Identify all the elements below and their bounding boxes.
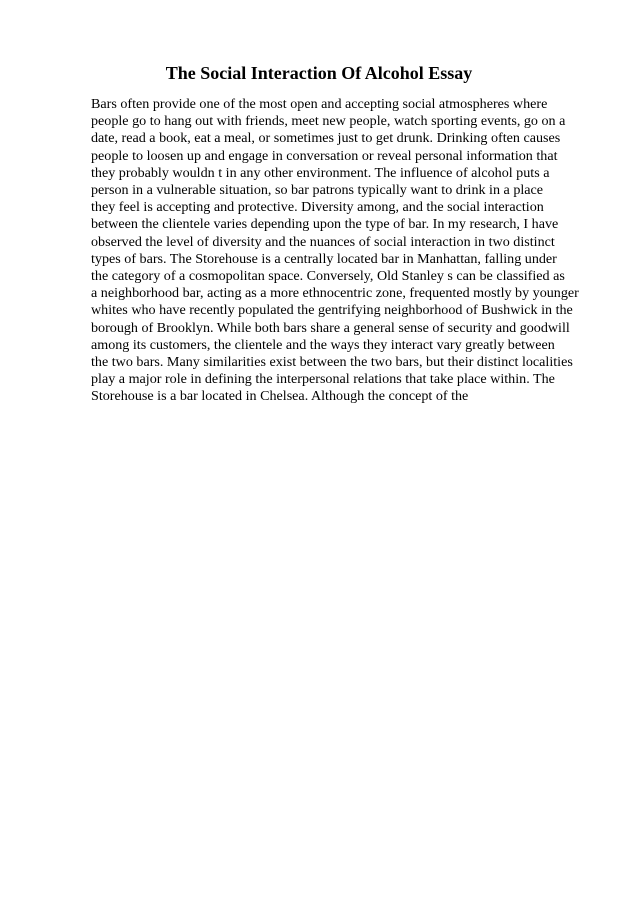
text-line: Bars often provide one of the most open and accepting social atmospheres where [91,96,548,112]
text-line: observed the level of diversity and the nuances of social interaction in two distinct [91,233,555,250]
text-line: among its customers, the clientele and the ways they interact vary greatly between [91,336,555,353]
text-line: people to loosen up and engage in conversation or reveal personal information that [91,147,558,164]
text-line: borough of Brooklyn. While both bars share a general sense of security and goodwill [91,319,570,336]
text-line: they feel is accepting and protective. Diversity among, and the social interaction [91,199,544,216]
text-line: the category of a cosmopolitan space. Conversely, Old Stanley s can be classified as [91,268,565,285]
essay-body [91,96,611,406]
text-line: between the clientele varies depending upon the type of bar. In my research, I have [91,216,559,233]
text-line: types of bars. The Storehouse is a centrally located bar in Manhattan, falling under [91,250,557,267]
text-line: person in a vulnerable situation, so bar patrons typically want to drink in a place [91,182,544,199]
text-line: whites who have recently populated the gentrifying neighborhood of Bushwick in the [91,302,573,319]
text-line: play a major role in defining the interpersonal relations that take place within. The [91,371,555,388]
text-line: date, read a book, eat a meal, or sometimes just to get drunk. Drinking often causes [91,130,561,147]
text-line: a neighborhood bar, acting as a more ethnocentric zone, frequented mostly by younger [91,285,579,302]
document-title: The Social Interaction Of Alcohol Essay [165,63,473,83]
text-line: they probably wouldn t in any other environment. The influence of alcohol puts a [91,164,550,181]
text-line: people go to hang out with friends, meet new people, watch sporting events, go on a [91,113,566,130]
text-line: the two bars. Many similarities exist between the two bars, but their distinct localities [91,354,573,371]
text-line: Storehouse is a bar located in Chelsea. Although the concept of the [91,388,469,405]
